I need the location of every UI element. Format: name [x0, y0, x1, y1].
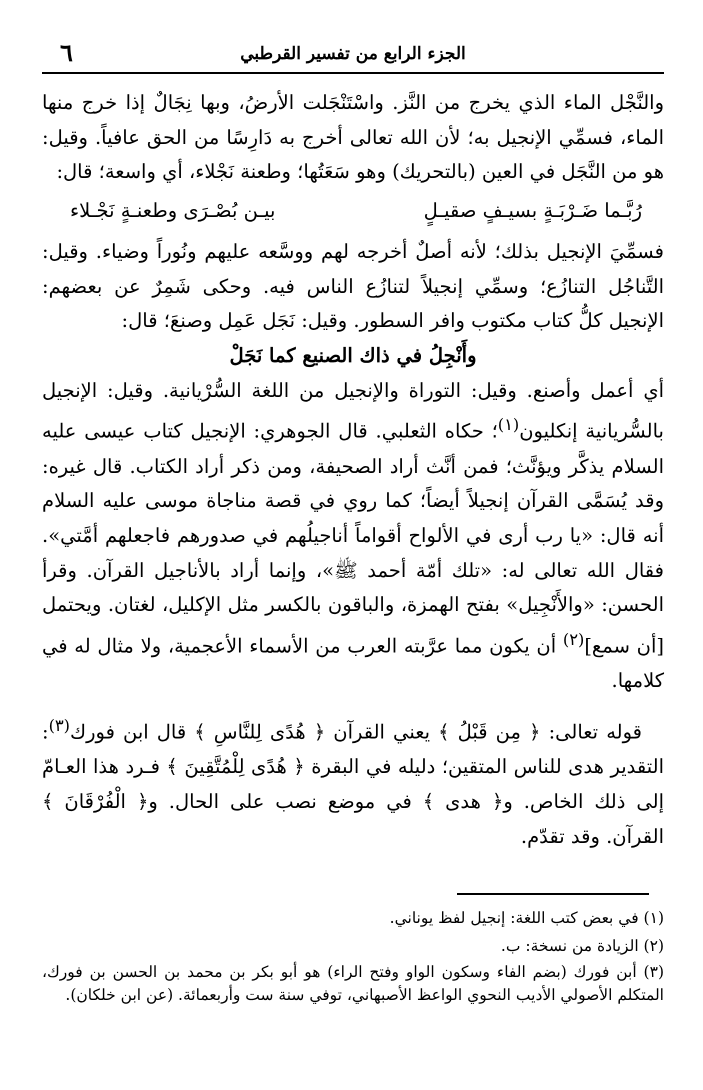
page-header: [42, 34, 664, 74]
paragraph-4-part-1: قوله تعالى: ﴿ مِن قَبْلُ ﴾ يعني القرآن ﴿ هُدًى لِلنَّاسِ ﴾ قال ابن فورك: [70, 720, 642, 744]
page-number: ٦: [60, 38, 73, 67]
paragraph-2: فسمِّيَ الإنجيل بذلك؛ لأنه أصلٌ أخرجه لهم ووسَّعه عليهم ونُوراً وضياء. وقيل: التَّناجُل التنازُع؛ وسمِّي إنجيلاً لتنازُع الناس فيه. وحكى شَمِرٌ عن بعضهم: الإنجيل كلُّ كتاب مكتوب وافر السطور. وقيل: نَجَل عَمِل وصنعَ؛ قال:: [42, 239, 664, 333]
footnote-ref-1: (١): [497, 415, 520, 435]
verse-1-hemistich-1: رُبَّـما ضَـرْبَـةٍ بسيـفٍ صقيـلٍ: [423, 199, 642, 223]
paragraph-1: والنَّجْل الماء الذي يخرج من النَّز. واسْتَنْجَلت الأرضُ، وبها نِجَالٌ إذا خرج منها الماء، فسمِّي الإنجيل به؛ لأن الله تعالى أخرج به دَارِسًا من الحق عافياً. وقيل: هو من النَّجَل في العين (بالتحريك) وهو سَعَتُها؛ وطعنة نَجْلاء، أي واسعة؛ قال:: [42, 91, 664, 184]
paragraph-4: [42, 709, 664, 854]
footnotes: [42, 905, 664, 1009]
footnote-2: (٢) الزيادة من نسخة: ب.: [500, 937, 664, 955]
paragraph-4-part-2: : التقدير هدى للناس المتقين؛ دليله في البقرة ﴿ هُدًى لِلْمُتَّقِينَ ﴾ فـرد هذا العـامّ إلى ذلك الخاص. و﴿ هدى ﴾ في موضع نصب على الحال. و﴿ الْفُرْقَانَ ﴾ القرآن. وقد تقدّم.: [42, 720, 664, 848]
verse-1-hemistich-2: بيـن بُصْـرَى وطعنـةٍ نَجْـلاء: [70, 199, 276, 223]
paragraph-3-part-3: أن يكون مما عرَّبته العرب من الأسماء الأعجمية، ولا مثال له في كلامها.: [42, 634, 664, 693]
paragraph-3-part-2: ؛ حكاه الثعلبي. قال الجوهري: الإنجيل كتاب عيسى عليه السلام يذكَّر ويؤنَّث؛ فمن أنَّث أراد الصحيفة، ومن ذكر أراد الكتاب. قال غيره: وقد يُسَمَّى القرآن إنجيلاً أيضاً؛ كما روي في قصة مناجاة موسى عليه السلام أنه قال: «يا رب أرى في الألواح أقواماً أناجيلُهم في صدورهم فاجعلهم أمَّتي». فقال الله تعالى له: «تلك أمّة أحمد ﷺ»، وإنما أراد بالأناجيل القرآن. وقرأ الحسن: «والأَنْجِيل» بفتح الهمزة، والباقون بالكسر مثل الإكليل، لغتان. ويحتمل [أن سمع]: [42, 419, 664, 658]
footnote-separator: [457, 893, 649, 895]
paragraph-3: [42, 374, 664, 699]
footnote-1: (١) في بعض كتب اللغة: إنجيل لفظ يوناني.: [389, 909, 664, 927]
verse-1: [42, 190, 664, 235]
footnote-3: (٣) أبن فورك (بضم الفاء وسكون الواو وفتح الراء) هو أبو بكر بن محمد بن الحسن بن فورك، المتكلم الأصولي الأديب النحوي الواعظ الأصبهاني، توفي سنة ست وأربعمائة. (عن ابن خلكان).: [42, 963, 664, 1004]
paragraph-3-part-1: أي أعمل وأصنع. وقيل: التوراة والإنجيل من اللغة السُّرْيانية. وقيل: الإنجيل بالسُّريانية إنكليون: [42, 378, 664, 443]
footnote-ref-2: (٢): [562, 630, 585, 650]
footnote-ref-3: (٣): [48, 715, 70, 735]
main-text: [42, 86, 664, 854]
running-head: الجزء الرابع من تفسير القرطبي: [240, 44, 466, 64]
verse-2: وأَنْجِلُ في ذاك الصنيع كما نَجَلْ: [229, 343, 477, 367]
